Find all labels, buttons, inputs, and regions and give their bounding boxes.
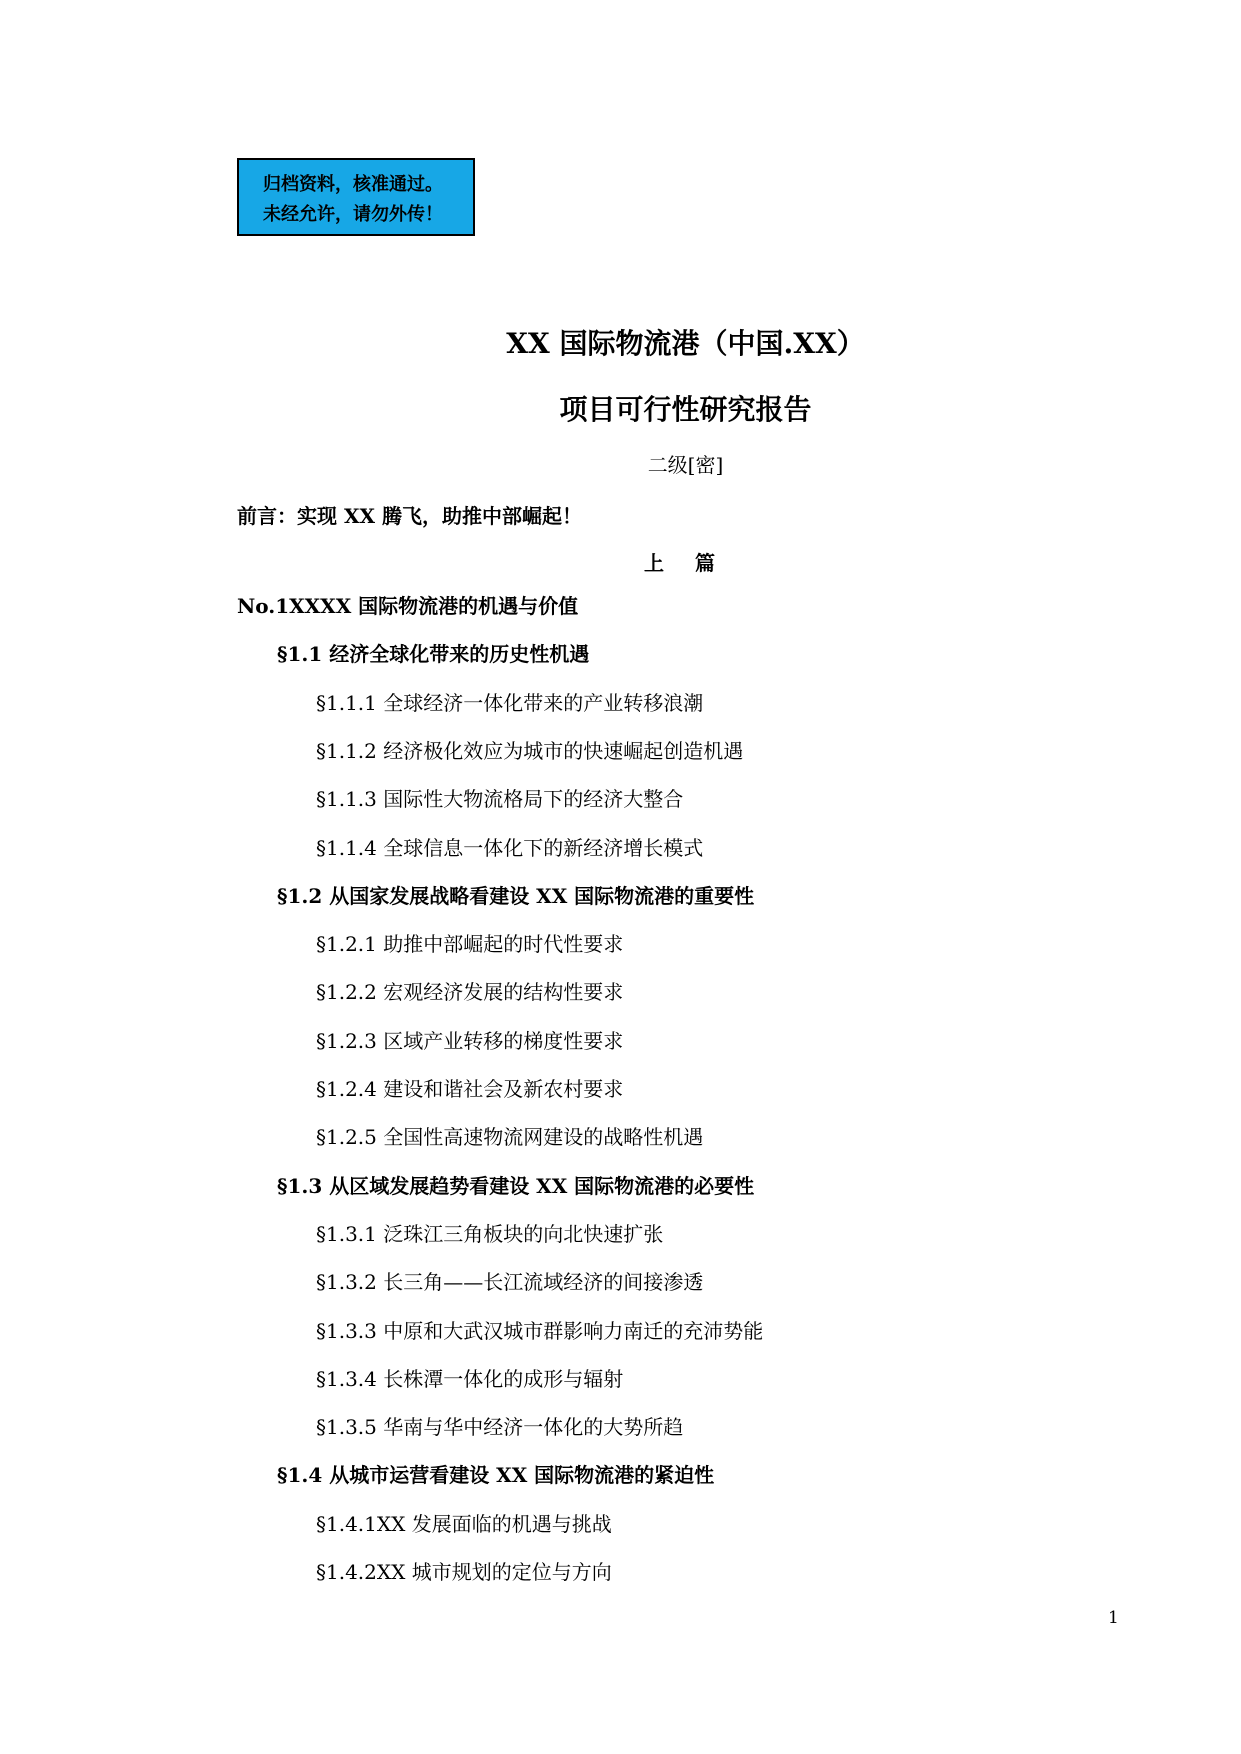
toc-subsection: §1.1.2 经济极化效应为城市的快速崛起创造机遇: [316, 739, 744, 763]
part-label: 上 篇: [644, 551, 727, 575]
toc-section: §1.2 从国家发展战略看建设 XX 国际物流港的重要性: [277, 884, 755, 908]
toc-subsection: §1.1.3 国际性大物流格局下的经济大整合: [316, 787, 684, 811]
archive-stamp: [237, 158, 475, 236]
toc-subsection: §1.2.5 全国性高速物流网建设的战略性机遇: [316, 1125, 704, 1149]
toc-subsection: §1.3.3 中原和大武汉城市群影响力南迁的充沛势能: [316, 1319, 764, 1343]
toc-subsection: §1.4.2XX 城市规划的定位与方向: [316, 1560, 612, 1584]
toc-subsection: §1.3.1 泛珠江三角板块的向北快速扩张: [316, 1222, 664, 1246]
preface-heading: 前言：实现 XX 腾飞，助推中部崛起！: [237, 504, 582, 528]
toc-chapter: No.1XXXX 国际物流港的机遇与价值: [237, 594, 579, 618]
toc-section: §1.3 从区域发展趋势看建设 XX 国际物流港的必要性: [277, 1174, 755, 1198]
toc-subsection: §1.2.1 助推中部崛起的时代性要求: [316, 932, 624, 956]
toc-subsection: §1.3.4 长株潭一体化的成形与辐射: [316, 1367, 624, 1391]
toc-section: §1.4 从城市运营看建设 XX 国际物流港的紧迫性: [277, 1463, 715, 1487]
page-number: 1: [1108, 1608, 1119, 1628]
toc-subsection: §1.3.5 华南与华中经济一体化的大势所趋: [316, 1415, 684, 1439]
document-title-line-1: XX 国际物流港（中国.XX）: [506, 327, 865, 360]
toc-section: §1.1 经济全球化带来的历史性机遇: [277, 642, 590, 666]
stamp-line-1: 归档资料，核准通过。: [263, 174, 443, 195]
toc-subsection: §1.3.2 长三角——长江流域经济的间接渗透: [316, 1270, 704, 1294]
toc-subsection: §1.1.4 全球信息一体化下的新经济增长模式: [316, 836, 704, 860]
toc-subsection: §1.1.1 全球经济一体化带来的产业转移浪潮: [316, 691, 704, 715]
toc-subsection: §1.2.4 建设和谐社会及新农村要求: [316, 1077, 624, 1101]
toc-subsection: §1.4.1XX 发展面临的机遇与挑战: [316, 1512, 612, 1536]
toc-subsection: §1.2.2 宏观经济发展的结构性要求: [316, 980, 624, 1004]
classification-label: 二级[密]: [647, 453, 724, 477]
stamp-line-2: 未经允许，请勿外传！: [263, 204, 443, 225]
document-title-line-2: 项目可行性研究报告: [559, 393, 812, 426]
toc-subsection: §1.2.3 区域产业转移的梯度性要求: [316, 1029, 624, 1053]
